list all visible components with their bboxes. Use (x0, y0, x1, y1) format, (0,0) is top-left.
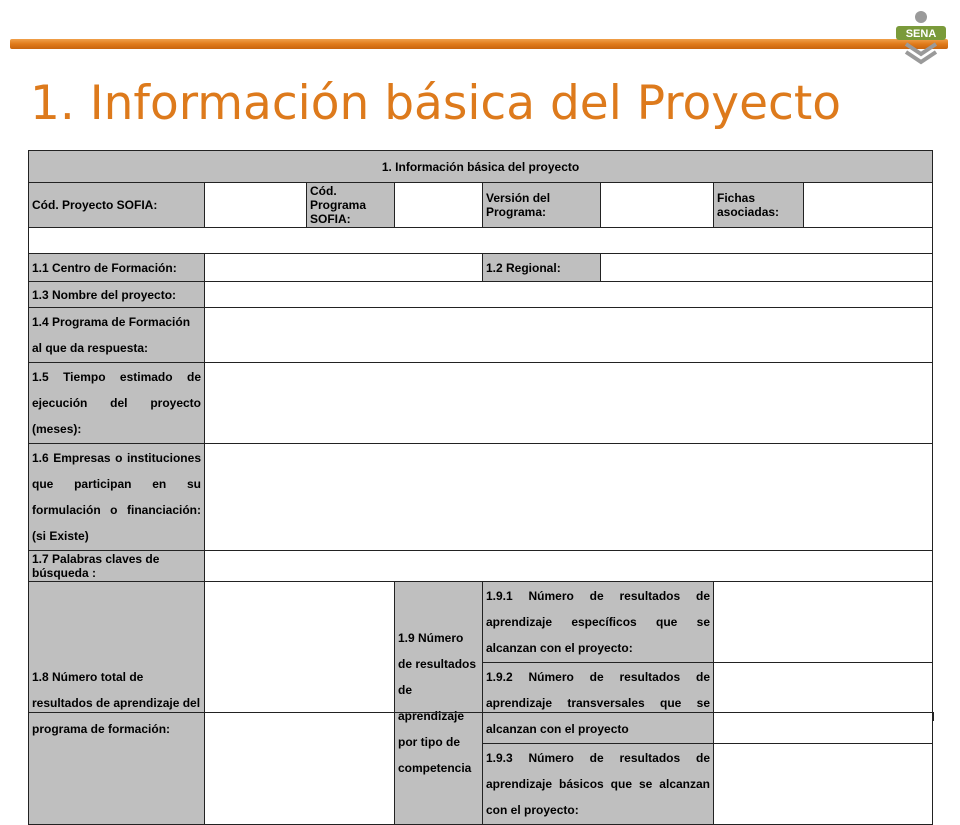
total-label: 1.8 Número total de resultados de aprendizaje del programa de formación: (29, 582, 205, 825)
orange-header-bar (10, 39, 948, 49)
next-row-edge (28, 712, 934, 721)
version-field[interactable] (601, 183, 714, 228)
programa-field[interactable] (205, 308, 933, 363)
regional-label: 1.2 Regional: (483, 254, 601, 282)
centro-label: 1.1 Centro de Formación: (29, 254, 205, 282)
version-label: Versión del Programa: (483, 183, 601, 228)
form-header: 1. Información básica del proyecto (29, 151, 933, 183)
tiempo-label: 1.5 Tiempo estimado de ejecución del proyecto (meses): (29, 363, 205, 444)
cod-programa-field[interactable] (395, 183, 483, 228)
palabras-label: 1.7 Palabras claves de búsqueda : (29, 551, 205, 582)
especificos-field[interactable] (714, 582, 933, 663)
nombre-field[interactable] (205, 282, 933, 308)
especificos-label: 1.9.1 Número de resultados de aprendizaje específicos que se alcanzan con el proyecto: (483, 582, 714, 663)
cod-proyecto-field[interactable] (205, 183, 307, 228)
cod-programa-label: Cód. Programa SOFIA: (307, 183, 395, 228)
total-field[interactable] (205, 582, 395, 825)
centro-field[interactable] (205, 254, 483, 282)
slide-title: 1. Información básica del Proyecto (30, 76, 842, 131)
regional-field[interactable] (601, 254, 933, 282)
palabras-field[interactable] (205, 551, 933, 582)
basicos-label: 1.9.3 Número de resultados de aprendizaje básicos que se alcanzan con el proyecto: (483, 744, 714, 825)
fichas-label: Fichas asociadas: (714, 183, 804, 228)
cod-proyecto-label: Cód. Proyecto SOFIA: (29, 183, 205, 228)
nombre-label: 1.3 Nombre del proyecto: (29, 282, 205, 308)
empresas-label: 1.6 Empresas o instituciones que participan en su formulación o financiación: (si Existe) (29, 444, 205, 551)
transversales-label: 1.9.2 Número de resultados de aprendizaje transversales que se alcanzan con el proyecto (483, 663, 714, 744)
sena-logo (892, 8, 950, 64)
fichas-field[interactable] (804, 183, 933, 228)
programa-label: 1.4 Programa de Formación al que da respuesta: (29, 308, 205, 363)
tiempo-field[interactable] (205, 363, 933, 444)
project-info-form (28, 150, 934, 817)
basicos-field[interactable] (714, 744, 933, 825)
empresas-field[interactable] (205, 444, 933, 551)
numero-label: 1.9 Número de resultados de aprendizaje por tipo de competencia (395, 582, 483, 825)
logo-text: SENA (905, 28, 937, 40)
spacer-row (29, 228, 933, 254)
transversales-field[interactable] (714, 663, 933, 744)
